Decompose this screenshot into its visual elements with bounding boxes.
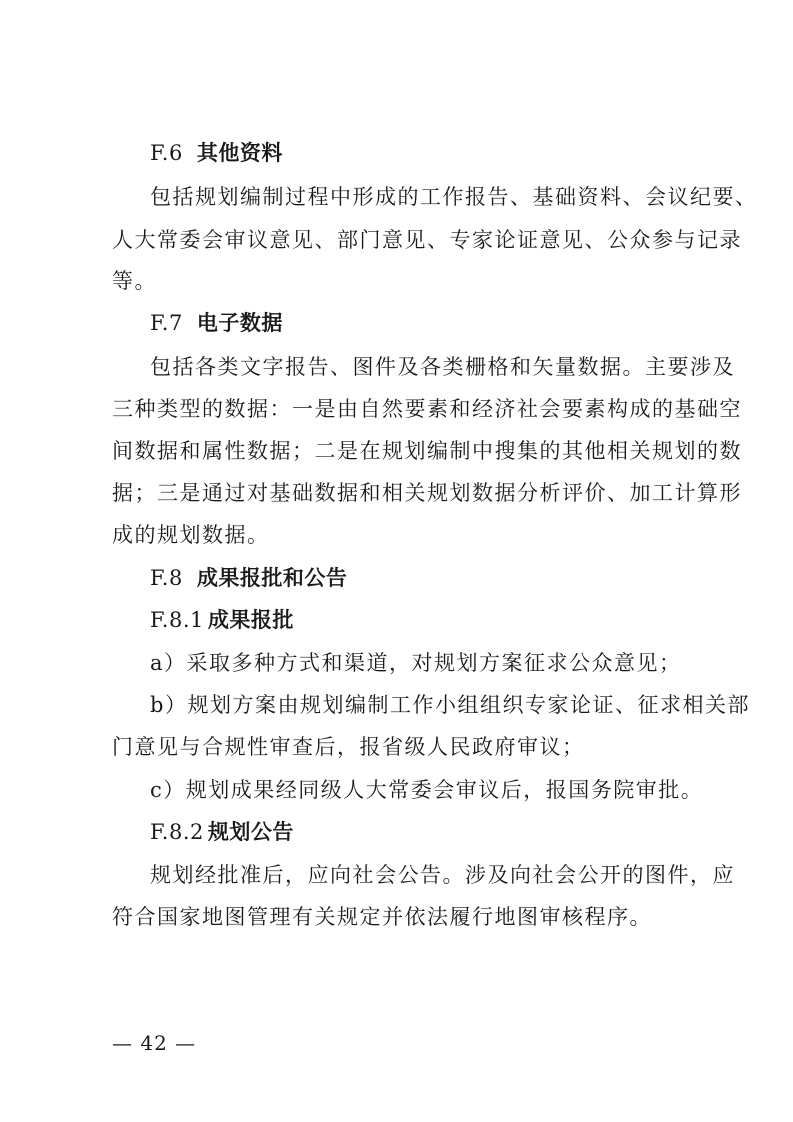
- section-title: 成果报批和公告: [196, 566, 348, 590]
- paragraph-line: 据；三是通过对基础数据和相关规划数据分析评价、加工计算形: [112, 481, 742, 505]
- list-item-c: c）规划成果经同级人大常委会审议后，报国务院审批。: [150, 778, 704, 802]
- paragraph-line: 三种类型的数据：一是由自然要素和经济社会要素构成的基础空: [112, 397, 742, 421]
- section-title: 其他资料: [196, 141, 283, 165]
- paragraph-line: 包括各类文字报告、图件及各类栅格和矢量数据。主要涉及: [150, 355, 735, 379]
- paragraph-line: 人大常委会审议意见、部门意见、专家论证意见、公众参与记录: [112, 228, 742, 252]
- paragraph-line: 规划经批准后，应向社会公告。涉及向社会公开的图件，应: [150, 863, 735, 887]
- subsection-number: F.8.2: [150, 820, 204, 844]
- subsection-title: 规划公告: [207, 820, 294, 844]
- section-number: F.7: [150, 311, 183, 335]
- section-heading-f6: [150, 138, 690, 168]
- section-title: 电子数据: [196, 311, 283, 335]
- subsection-heading-f8-1: [150, 605, 690, 635]
- section-heading-f7: [150, 308, 690, 338]
- paragraph-line: 间数据和属性数据；二是在规划编制中搜集的其他相关规划的数: [112, 439, 742, 463]
- subsection-number: F.8.1: [150, 608, 204, 632]
- section-number: F.8: [150, 566, 183, 590]
- paragraph-line: 等。: [112, 269, 157, 293]
- paragraph-line: 符合国家地图管理有关规定并依法履行地图审核程序。: [112, 905, 652, 929]
- subsection-title: 成果报批: [207, 608, 294, 632]
- subsection-heading-f8-2: [150, 817, 690, 847]
- list-item-a: a）采取多种方式和渠道，对规划方案征求公众意见；: [150, 651, 682, 675]
- section-heading-f8: [150, 563, 690, 593]
- paragraph-line: 包括规划编制过程中形成的工作报告、基础资料、会议纪要、: [150, 185, 758, 209]
- list-item-b-continued: 门意见与合规性审查后，报省级人民政府审议；: [112, 735, 585, 759]
- list-item-b: b）规划方案由规划编制工作小组组织专家论证、征求相关部: [150, 693, 750, 717]
- section-number: F.6: [150, 141, 183, 165]
- paragraph-line: 成的规划数据。: [112, 523, 270, 547]
- page-number: — 42 —: [112, 1031, 197, 1055]
